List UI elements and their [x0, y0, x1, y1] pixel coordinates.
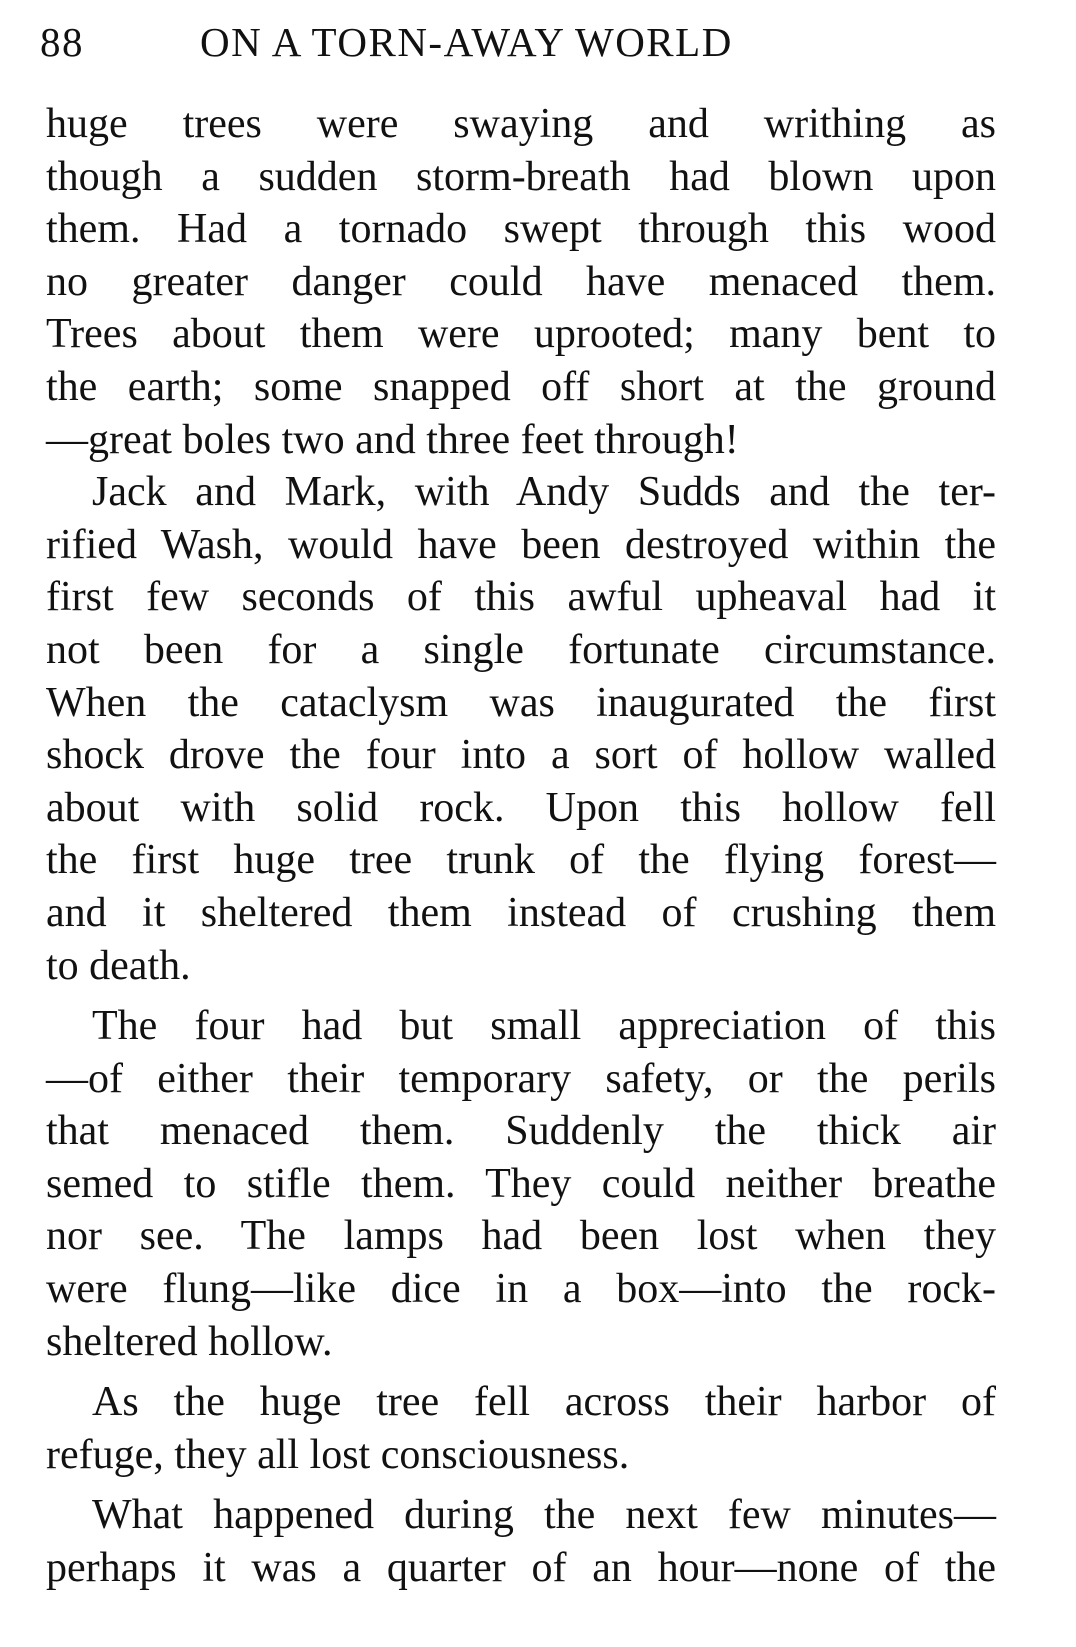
paragraph-4: [46, 1376, 996, 1481]
paragraph-5: [46, 1489, 996, 1594]
text-line: perhaps it was a quarter of an hour—none of the: [46, 1545, 996, 1592]
text-line: —great boles two and three feet through!: [46, 416, 739, 463]
text-line: semed to stifle them. They could neither breathe: [46, 1160, 996, 1207]
running-title: ON A TORN-AWAY WORLD: [200, 19, 733, 65]
text-line: to death.: [46, 942, 191, 989]
paragraph-2: [46, 466, 996, 992]
text-line: about with solid rock. Upon this hollow fell: [46, 784, 996, 831]
paragraph-3: [46, 1000, 996, 1368]
text-line: What happened during the next few minutes—: [92, 1492, 996, 1539]
paragraph-1: [46, 98, 996, 466]
text-line: nor see. The lamps had been lost when they: [46, 1213, 996, 1260]
text-line: huge trees were swaying and writhing as: [46, 101, 996, 147]
text-line: refuge, they all lost consciousness.: [46, 1431, 630, 1478]
text-line: As the huge tree fell across their harbor of: [92, 1379, 996, 1426]
text-line: rified Wash, would have been destroyed within the: [46, 521, 996, 568]
text-line: When the cataclysm was inaugurated the first: [46, 679, 996, 726]
text-line: the earth; some snapped off short at the ground: [46, 363, 996, 410]
text-line: no greater danger could have menaced them.: [46, 258, 996, 305]
body-text: [46, 98, 996, 1595]
text-line: shock drove the four into a sort of hollow walled: [46, 732, 996, 779]
text-line: Trees about them were uprooted; many bent to: [46, 311, 996, 358]
text-line: the first huge tree trunk of the flying forest—: [46, 837, 996, 884]
text-line: Jack and Mark, with Andy Sudds and the ter-: [92, 469, 996, 516]
page-number: 88: [40, 19, 84, 65]
text-line: were flung—like dice in a box—into the rock-: [46, 1266, 996, 1313]
text-line: first few seconds of this awful upheaval had it: [46, 574, 996, 621]
text-line: though a sudden storm-breath had blown upon: [46, 153, 996, 200]
text-line: sheltered hollow.: [46, 1318, 333, 1365]
text-line: —of either their temporary safety, or the perils: [46, 1055, 996, 1102]
text-line: that menaced them. Suddenly the thick air: [46, 1108, 996, 1155]
text-line: The four had but small appreciation of this: [92, 1003, 996, 1050]
text-line: them. Had a tornado swept through this wood: [46, 206, 996, 253]
text-line: not been for a single fortunate circumstance.: [46, 626, 996, 673]
running-head: [40, 16, 1000, 68]
text-line: and it sheltered them instead of crushing them: [46, 889, 996, 936]
